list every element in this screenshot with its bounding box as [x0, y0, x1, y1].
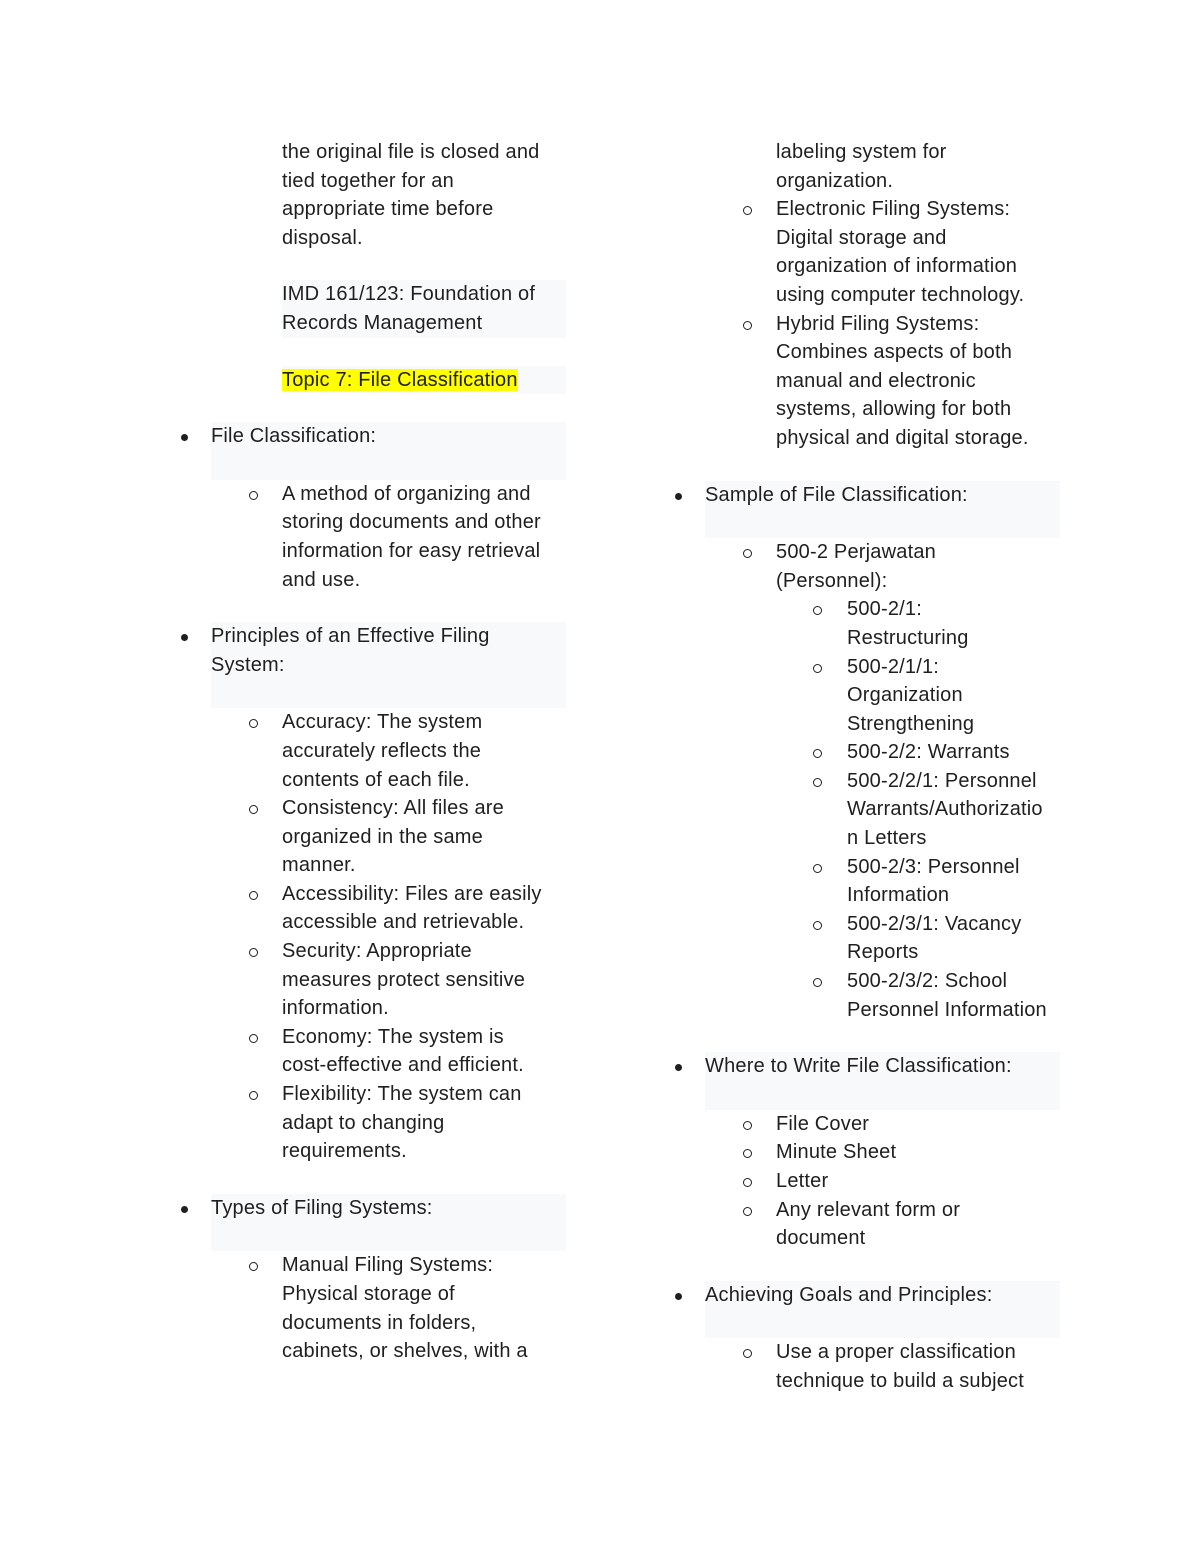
section-heading: [670, 481, 1060, 539]
sub-list-item: [670, 653, 1060, 739]
circle-bullet-icon: [813, 778, 822, 787]
list-item-line: Personnel Information: [847, 998, 1047, 1021]
list-item-line: 500-2/3/2: School: [847, 970, 1008, 993]
heading-line: Achieving Goals and Principles:: [705, 1283, 993, 1306]
list-item-line: using computer technology.: [776, 283, 1025, 306]
section-heading: [176, 422, 566, 480]
spacer: [670, 1024, 1060, 1052]
circle-bullet-icon: [813, 864, 822, 873]
circle-bullet-icon: [743, 1207, 752, 1216]
list-item-line: Use a proper classification: [776, 1341, 1016, 1364]
list-item-line: Warrants/Authorizatio: [847, 798, 1043, 821]
section-heading-text: [211, 622, 566, 679]
circle-bullet-icon: [743, 1121, 752, 1130]
list-item-line: information for easy retrieval: [282, 539, 541, 562]
course-title: [176, 280, 566, 337]
list-item-line: Manual Filing Systems:: [282, 1254, 494, 1277]
list-item: [176, 480, 566, 594]
list-item: [176, 937, 566, 1023]
list-item-line: Electronic Filing Systems:: [776, 198, 1011, 221]
circle-bullet-icon: [249, 1091, 258, 1100]
circle-bullet-icon: [249, 948, 258, 957]
section: [176, 1194, 566, 1366]
bullet-dot-icon: [181, 1206, 188, 1213]
continuation-line: the original file is closed and: [282, 141, 540, 163]
list-item-line: systems, allowing for both: [776, 398, 1012, 421]
spacer: [176, 338, 566, 366]
sub-list-item: [670, 595, 1060, 652]
list-item-line: 500-2/2: Warrants: [847, 741, 1010, 764]
sub-list-item: [670, 910, 1060, 967]
sub-list-item: [670, 767, 1060, 853]
list-item-line: 500-2/1/1:: [847, 655, 940, 678]
list-item-line: cabinets, or shelves, with a: [282, 1340, 528, 1363]
course-title-line: Records Management: [282, 311, 483, 334]
heading-line: Principles of an Effective Filing: [211, 625, 490, 648]
bullet-dot-icon: [181, 434, 188, 441]
list-item: [670, 1138, 1060, 1167]
list-item-line: Information: [847, 884, 950, 907]
section-heading: [176, 1194, 566, 1252]
list-item-line: 500-2/1:: [847, 598, 922, 621]
topic-title-shade: [282, 366, 566, 395]
circle-bullet-icon: [249, 805, 258, 814]
spacer: [176, 394, 566, 422]
list-item-line: Digital storage and: [776, 226, 947, 249]
list-item-line: A method of organizing and: [282, 482, 531, 505]
list-item-line: Any relevant form or: [776, 1198, 961, 1221]
list-item-line: 500-2 Perjawatan: [776, 541, 936, 564]
list-item: [176, 880, 566, 937]
bullet-dot-icon: [181, 634, 188, 641]
heading-shade: [211, 679, 566, 708]
list-item: [670, 1110, 1060, 1139]
list-item-line: technique to build a subject: [776, 1369, 1024, 1392]
list-item-line: 500-2/3/1: Vacancy: [847, 912, 1022, 935]
circle-bullet-icon: [743, 321, 752, 330]
list-item-line: Economy: The system is: [282, 1025, 504, 1048]
list-item-line: File Cover: [776, 1112, 870, 1135]
list-item-line: physical and digital storage.: [776, 426, 1029, 449]
list-item-line: and use.: [282, 568, 361, 591]
section: [670, 481, 1060, 1025]
list-item: [176, 794, 566, 880]
circle-bullet-icon: [249, 891, 258, 900]
continuation-line: tied together for an: [282, 169, 454, 192]
list-item-line: Restructuring: [847, 626, 969, 649]
sub-list-item: [670, 853, 1060, 910]
topic-title-row: [176, 366, 566, 395]
list-item: [176, 1080, 566, 1166]
list-item-line: Accessibility: Files are easily: [282, 882, 542, 905]
sub-list-item: [670, 738, 1060, 767]
circle-bullet-icon: [743, 206, 752, 215]
list-item-line: Organization: [847, 684, 963, 707]
section: [670, 1281, 1060, 1396]
list-item-line: Combines aspects of both: [776, 341, 1013, 364]
list-item: [670, 1338, 1060, 1395]
topic-title: Topic 7: File Classification: [282, 368, 518, 391]
list-item-line: manual and electronic: [776, 369, 976, 392]
list-item-line: document: [776, 1227, 866, 1250]
bullet-dot-icon: [675, 493, 682, 500]
list-item-line: Minute Sheet: [776, 1141, 897, 1164]
section: [176, 422, 566, 594]
circle-bullet-icon: [743, 1149, 752, 1158]
list-item-line: manner.: [282, 854, 356, 877]
heading-shade: [705, 1081, 1060, 1110]
list-item-line: n Letters: [847, 827, 927, 850]
section-heading-text: [211, 1194, 566, 1223]
list-item: [176, 1251, 566, 1365]
heading-line: Where to Write File Classification:: [705, 1055, 1012, 1078]
circle-bullet-icon: [813, 664, 822, 673]
list-item: [670, 195, 1060, 309]
section-heading-text: [705, 481, 1060, 510]
list-item-line: organization of information: [776, 255, 1018, 278]
section: [670, 1052, 1060, 1253]
list-item: [670, 1167, 1060, 1196]
spacer: [176, 1166, 566, 1194]
list-item-line: 500-2/2/1: Personnel: [847, 769, 1037, 792]
list-item-line: Security: Appropriate: [282, 940, 472, 963]
circle-bullet-icon: [813, 606, 822, 615]
circle-bullet-icon: [249, 1262, 258, 1271]
list-item-line: documents in folders,: [282, 1311, 477, 1334]
list-item-line: storing documents and other: [282, 511, 541, 534]
list-item-line: Flexibility: The system can: [282, 1083, 522, 1106]
section: [176, 622, 566, 1166]
circle-bullet-icon: [249, 491, 258, 500]
list-item-line: measures protect sensitive: [282, 968, 526, 991]
section-heading: [670, 1281, 1060, 1339]
list-item-line: Accuracy: The system: [282, 711, 483, 734]
list-item-line: Strengthening: [847, 712, 975, 735]
heading-shade: [705, 509, 1060, 538]
section-heading: [176, 622, 566, 708]
heading-line: Types of Filing Systems:: [211, 1196, 433, 1219]
right-column: [670, 138, 1060, 1396]
list-item-line: Hybrid Filing Systems:: [776, 312, 980, 335]
list-item-line: accessible and retrievable.: [282, 911, 525, 934]
list-item-line: cost-effective and efficient.: [282, 1054, 524, 1077]
course-title-line: IMD 161/123: Foundation of: [282, 283, 536, 306]
list-item-line: contents of each file.: [282, 768, 470, 791]
list-item-line: adapt to changing: [282, 1111, 445, 1134]
heading-line: File Classification:: [211, 425, 377, 448]
left-column: [176, 138, 566, 1366]
list-item-line: 500-2/3: Personnel: [847, 855, 1020, 878]
list-item: [670, 1196, 1060, 1253]
heading-line: Sample of File Classification:: [705, 483, 968, 506]
section-heading: [670, 1052, 1060, 1110]
continuation-line: labeling system for: [776, 141, 947, 163]
spacer: [670, 1253, 1060, 1281]
section-heading-text: [211, 422, 566, 451]
list-item-line: Letter: [776, 1170, 829, 1192]
bullet-dot-icon: [675, 1064, 682, 1071]
circle-bullet-icon: [813, 921, 822, 930]
bullet-dot-icon: [675, 1293, 682, 1300]
list-item: [670, 538, 1060, 595]
section-heading-text: [705, 1281, 1060, 1310]
list-item-line: accurately reflects the: [282, 739, 482, 762]
list-item-line: information.: [282, 997, 389, 1020]
continuation-line: organization.: [776, 169, 894, 192]
circle-bullet-icon: [743, 1178, 752, 1187]
spacer: [176, 594, 566, 622]
list-item: [670, 310, 1060, 453]
circle-bullet-icon: [813, 749, 822, 758]
list-item: [176, 708, 566, 794]
circle-bullet-icon: [813, 978, 822, 987]
spacer: [176, 252, 566, 280]
heading-shade: [705, 1309, 1060, 1338]
section-heading-text: [705, 1052, 1060, 1081]
circle-bullet-icon: [743, 1349, 752, 1358]
heading-shade: [211, 451, 566, 480]
list-item-line: (Personnel):: [776, 569, 888, 592]
circle-bullet-icon: [743, 549, 752, 558]
list-item-line: requirements.: [282, 1140, 407, 1163]
spacer: [670, 453, 1060, 481]
circle-bullet-icon: [249, 1034, 258, 1043]
course-title-shade: [282, 280, 566, 337]
circle-bullet-icon: [249, 719, 258, 728]
list-item-line: Consistency: All files are: [282, 797, 504, 820]
list-item-line: organized in the same: [282, 825, 483, 848]
continuation-line: appropriate time before: [282, 198, 494, 221]
continuation-line: disposal.: [282, 226, 363, 249]
list-item-line: Physical storage of: [282, 1283, 455, 1305]
heading-shade: [211, 1222, 566, 1251]
sub-list-item: [670, 967, 1060, 1024]
list-item: [176, 1023, 566, 1080]
heading-line: System:: [211, 653, 285, 676]
list-item-line: Reports: [847, 941, 919, 964]
